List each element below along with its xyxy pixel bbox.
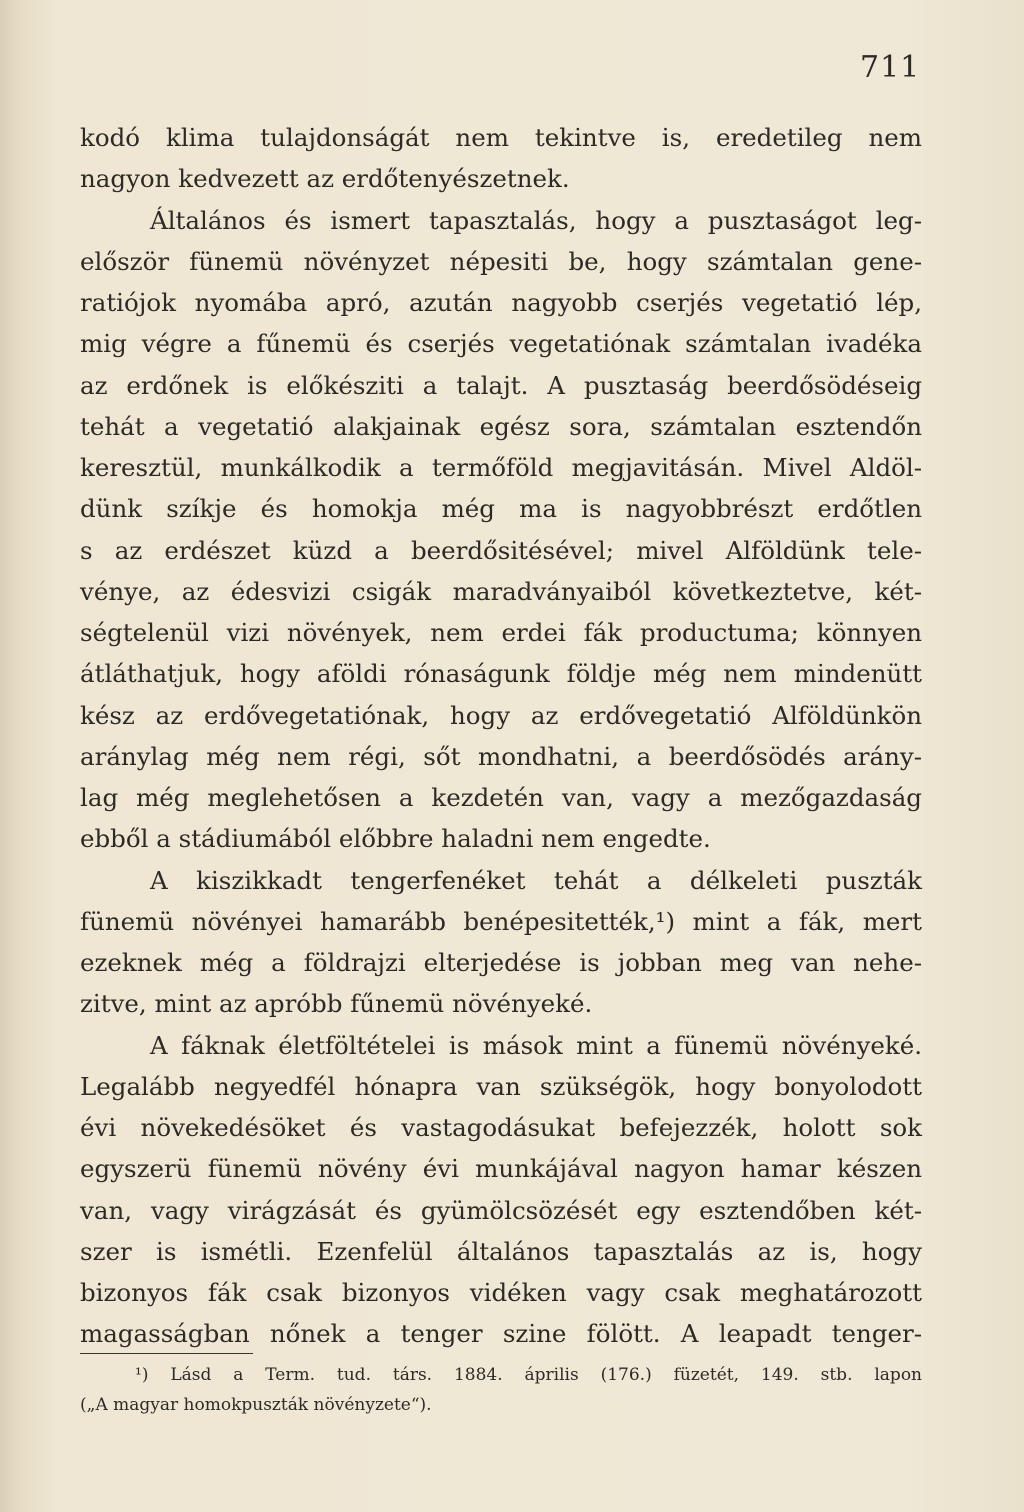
- text-line: vénye, az édesvizi csigák maradványaiból következtetve, két-: [80, 576, 922, 606]
- text-line: van, vagy virágzását és gyümölcsözését egy esztendőben két-: [80, 1195, 922, 1225]
- text-line: Legalább negyedfél hónapra van szükségök, hogy bonyolodott: [80, 1071, 922, 1101]
- text-line: s az erdészet küzd a beerdősitésével; mivel Alföldünk tele-: [80, 535, 922, 565]
- text-line: bizonyos fák csak bizonyos vidéken vagy csak meghatározott: [80, 1278, 922, 1307]
- footnote-line: („A magyar homokpuszták növényzete“).: [80, 1395, 432, 1415]
- text-line: az erdőnek is előkésziti a talajt. A pusztaság beerdősödéseig: [80, 370, 922, 400]
- page-number: 711: [860, 50, 921, 85]
- text-line: először fünemü növényzet népesiti be, hogy számtalan gene-: [80, 246, 922, 276]
- text-line: nagyon kedvezett az erdőtenyészetnek.: [80, 164, 570, 194]
- footnote-divider: [80, 1353, 253, 1354]
- text-line: keresztül, munkálkodik a termőföld megjavitásán. Mivel Aldöl-: [80, 453, 922, 482]
- text-line: kodó klima tulajdonságát nem tekintve is, eredetileg nem: [80, 123, 922, 152]
- text-line: egyszerü fünemü növény évi munkájával nagyon hamar készen: [80, 1154, 922, 1184]
- footnote-line: ¹) Lásd a Term. tud. társ. 1884. április (176.) füzetét, 149. stb. lapon: [135, 1365, 922, 1385]
- text-line: zitve, mint az apróbb fűnemü növényeké.: [80, 989, 593, 1019]
- footnote: [80, 1360, 922, 1420]
- text-line: kész az erdővegetatiónak, hogy az erdővegetatió Alföldünkön: [80, 700, 922, 730]
- text-line: szer is ismétli. Ezenfelül általános tapasztalás az is, hogy: [80, 1236, 922, 1266]
- text-line: ratiójok nyomába apró, azután nagyobb cserjés vegetatió lép,: [80, 288, 922, 317]
- text-line: évi növekedésöket és vastagodásukat befejezzék, holott sok: [80, 1113, 922, 1142]
- text-line: dünk szíkje és homokja még ma is nagyobbrészt erdőtlen: [80, 494, 922, 524]
- text-line: Általános és ismert tapasztalás, hogy a pusztaságot leg-: [150, 205, 922, 235]
- text-line: ezeknek még a földrajzi elterjedése is jobban meg van nehe-: [80, 948, 922, 977]
- text-line: ségtelenül vizi növények, nem erdei fák productuma; könnyen: [80, 618, 922, 647]
- text-line: A kiszikkadt tengerfenéket tehát a délkeleti puszták: [150, 865, 922, 895]
- text-line: átláthatjuk, hogy aföldi rónaságunk földje még nem mindenütt: [80, 659, 922, 689]
- text-line: fünemü növényei hamarább benépesitették,¹) mint a fák, mert: [80, 906, 922, 936]
- text-line: mig végre a fűnemü és cserjés vegetatiónak számtalan ivadéka: [80, 329, 922, 359]
- text-line: A fáknak életföltételei is mások mint a fünemü növényeké.: [150, 1030, 922, 1060]
- body-text: [80, 117, 922, 1355]
- text-line: magasságban nőnek a tenger szine fölött. A leapadt tenger-: [80, 1319, 922, 1349]
- text-line: tehát a vegetatió alakjainak egész sora, számtalan esztendőn: [80, 411, 922, 441]
- text-line: aránylag még nem régi, sőt mondhatni, a beerdősödés arány-: [80, 741, 922, 771]
- text-line: lag még meglehetősen a kezdetén van, vagy a mezőgazdaság: [80, 783, 922, 812]
- text-line: ebből a stádiumából előbbre haladni nem engedte.: [80, 824, 711, 854]
